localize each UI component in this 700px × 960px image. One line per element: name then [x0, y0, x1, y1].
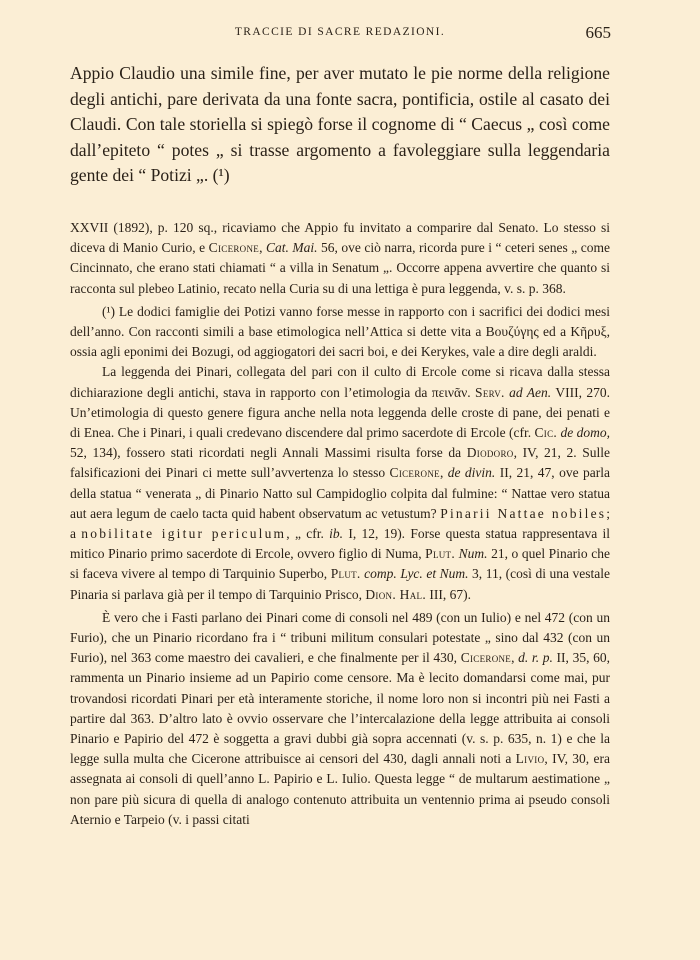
text-segment: , IV, 30, era assegnata ai consoli di quell’anno L. Papirio e L. Iulio. Questa legge “ de multarum aestimatione „ non pare più sicura di quella di analogo contenuto attribuita un ventennio prima ai pseudo consoli Aternio e Tarpeio (v. i passi citati — [70, 751, 610, 827]
citation-author: Plut. — [425, 546, 456, 562]
citation-author: Cicerone — [389, 465, 440, 481]
spaced-quote: nobilitate igitur periculum — [81, 526, 287, 542]
citation-author: Dion. Hal. — [365, 586, 426, 602]
text-segment: III, 67). — [426, 586, 471, 602]
citation-work: Num. — [458, 546, 488, 562]
text-segment: La leggenda dei Pinari, collegata del pari con il culto di Ercole come si ricava dalla stessa dichiarazione degli antichi, stava in rapporto con l’etimologia da πεινᾶν. — [70, 364, 610, 400]
text-segment: XXVII (1892), p. 120 sq., ricaviamo che Appio fu invitato a comparire dal Senato. Lo stesso si diceva di Manio Curio, e — [70, 220, 610, 256]
text-segment: I, 12, 19). Forse questa statua rappresentava il mitico Pinario primo sacerdote di Ercole, ovvero figlio di Numa, — [70, 526, 610, 562]
page-header — [70, 23, 611, 44]
footnote-paragraph-pinari — [70, 362, 610, 604]
main-paragraph: Appio Claudio una simile fine, per aver mutato le pie norme della religione degli antichi, pare derivata da una fonte sacra, pontificia, ostile al casato dei Claudi. Con tale storiella si spiegò forse il cognome di “ Caecus „ così come dall’epiteto “ potes „ si trasse argomento a favoleggiare sulla leggendaria gente dei “ Potizi „. (¹) — [70, 63, 610, 186]
text-segment: VIII, 270. Un’etimologia di questo genere figura anche nella nota leggenda delle croste di pane, dei penati e di Enea. Che i Pinari, i quali credevano discendere dal primo sacerdote di Ercole (cfr. — [70, 384, 611, 441]
text-segment: , — [439, 465, 448, 481]
text-segment: , „ cfr. — [286, 526, 330, 542]
citation-author: Cicerone — [460, 650, 512, 666]
text-segment: II, 35, 60, rammenta un Pinario insieme ad un Papirio come censore. Ma è lecito domandarsi come mai, pur trovandosi ricordati Pinari per età interamente storiche, il nome loro non si incontri più nei Fasti a partire dal 363. D’altro lato è ovvio osservare che l’intercalazione della legge attribuita ai consoli Pinario e Papirio del 472 è soggetta a gravi dubbi già sopra accennati (v. s. p. 635, n. 1) e che la legge sulla multa che Cicerone attribuisce ai censori del 430, dagli annali noti a — [70, 650, 610, 767]
footnote-paragraph-fasti — [70, 608, 610, 830]
text-segment: 56, ove ciò narra, ricorda pure i “ ceteri senes „ come Cincinnato, che erano stati chiamati “ a villa in Senatum „. Occorre appena avvertire che quanto si racconta sul plebeo Latinio, recato nella Curia su di una lettiga è pura leggenda, v. s. p. 368. — [70, 240, 610, 296]
footnote-continuation — [70, 218, 610, 299]
text-segment: , — [511, 650, 519, 666]
footnotes — [70, 218, 610, 830]
main-text — [70, 61, 610, 189]
spaced-quote: Pinarii Nattae nobiles — [440, 505, 607, 521]
footnote-1: (¹) Le dodici famiglie dei Potizi vanno forse messe in rapporto con i sacrifici dei dodici mesi dell’anno. Con racconti simili a base etimologica nell’Attica si dette vita a Βουζύγης ed a Κῆρυξ, ossia agli eponimi dei Bozugi, od aggiogatori dei sacri boi, e dei Kerykes, vale a dire degli araldi. — [70, 303, 610, 360]
text-segment: , IV, 21, 2. Sulle falsificazioni dei Pinari ci mette sull’avvertenza lo stesso — [70, 445, 610, 481]
page-number: 665 — [585, 23, 611, 42]
citation-work: d. r. p. — [518, 650, 553, 666]
citation-author: Cicerone — [208, 240, 260, 256]
citation-author: Livio — [515, 751, 545, 767]
citation-work: de domo, — [560, 425, 610, 441]
citation-author: Serv. — [475, 384, 505, 400]
citation-work: ib. — [329, 526, 344, 542]
text-segment: È vero che i Fasti parlano dei Pinari come di consoli nel 489 (con un Iulio) e nel 472 (con un Furio), che un Pinario ricordano fra i “ tribuni militum consulari potestate „ sino dal 432 (con un Furio), nel 363 come maestro dei cavalieri, e che finalmente per il 430, — [70, 609, 610, 666]
citation-author: Cic. — [534, 425, 558, 441]
text-segment: II, 21, 47, ove parla della statua “ venerata „ di Pinario Natto sul Campidoglio colpita dal fulmine: “ Nattae vero statua aut aera legum de caelo tacta quid habent observatum ac vetustum? — [70, 465, 610, 521]
text-segment: ; a — [70, 505, 610, 542]
running-title: TRACCIE DI SACRE REDAZIONI. — [234, 26, 446, 38]
text-segment: , — [259, 240, 266, 256]
citation-work: Cat. Mai. — [265, 240, 318, 256]
citation-author: Diodoro — [466, 445, 514, 461]
text-segment: 21, o quel Pinario che si faceva vivere al tempo di Tarquinio Superbo, — [70, 546, 610, 582]
citation-author: Plut. — [330, 566, 361, 582]
text-segment: 52, 134), fossero stati ricordati negli Annali Massimi risulta forse da — [70, 445, 467, 461]
citation-work: de divin. — [447, 465, 496, 481]
citation-work: comp. Lyc. et Num. — [364, 566, 469, 582]
citation-work: ad Aen. — [509, 384, 552, 400]
text-segment: 3, 11, (così di una vestale Pinaria si parlava già per il tempo di Tarquinio Prisco, — [70, 566, 611, 602]
